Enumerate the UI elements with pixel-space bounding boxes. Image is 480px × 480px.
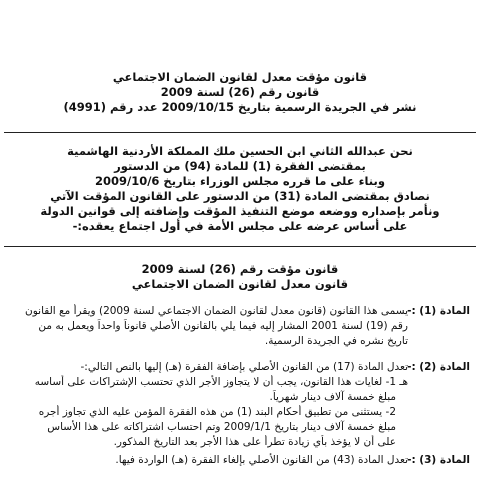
article-2 xyxy=(22,360,470,450)
divider-bottom xyxy=(4,246,476,247)
publication-note: نشر في الجريدة الرسمية بتاريخ 2009/10/15 عدد رقم (4991) xyxy=(63,100,417,114)
article-line: يسمى هذا القانون (قانون معدل لقانون الضمان الاجتماعي لسنة 2009) ويقرأ مع القانون xyxy=(25,305,408,317)
law-heading-line-1: قانون مؤقت رقم (26) لسنة 2009 xyxy=(141,262,339,276)
article-body xyxy=(22,453,408,468)
article-line: تاريخ نشره في الجريدة الرسمية. xyxy=(264,335,408,347)
article-line: مبلغ خمسة آلاف دينار شهرياً. xyxy=(269,391,396,403)
article-label: المادة (3) :- xyxy=(407,454,470,466)
article-line: هـ 1- لغايات هذا القانون، يجب أن لا يتجاوز الأجر الذي تحتسب الإشتراكات على أساسه xyxy=(34,376,408,388)
article-line: مبلغ خمسة آلاف دينار بتاريخ 2009/1/1 وتم احتساب اشتراكاته على هذا الأساس xyxy=(47,421,396,433)
article-line: رقم (19) لسنة 2001 المشار إليه فيما يلي بالقانون الأصلي قانوناً واحداً ويعمل به من xyxy=(38,320,408,332)
article-line: 2- يستثنى من تطبيق أحكام البند (1) من هذه الفقرة المؤمن عليه الذي تجاوز أجره xyxy=(38,406,396,418)
article-3 xyxy=(22,453,470,468)
article-line: على أن لا يؤخذ بأي زيادة تطرأ على هذا الأجر بعد التاريخ المذكور. xyxy=(113,436,396,448)
preamble-line-1: نحن عبدالله الثاني ابن الحسين ملك المملكة الأردنية الهاشمية xyxy=(67,144,413,158)
preamble-line-6: على أساس عرضه على مجلس الأمة في أول اجتماع يعقده:- xyxy=(72,219,408,233)
law-number: قانون رقم (26) لسنة 2009 xyxy=(160,85,320,99)
document-title: قانون مؤقت معدل لقانون الضمان الاجتماعي xyxy=(112,70,368,84)
preamble-line-3: وبناء على ما قرره مجلس الوزراء بتاريخ 2009/10/6 xyxy=(95,174,385,188)
law-heading-line-2: قانون معدل لقانون الضمان الاجتماعي xyxy=(131,277,349,291)
preamble-line-4: نصادق بمقتضى المادة (31) من الدستور على القانون المؤقت الآتي xyxy=(50,189,430,203)
article-1 xyxy=(22,304,470,349)
preamble-line-2: بمقتضى الفقرة (1) للمادة (94) من الدستور xyxy=(114,159,366,173)
preamble-line-5: ونأمر بإصداره ووضعه موضع التنفيذ المؤقت وإضافته إلى قوانين الدولة xyxy=(40,204,440,218)
article-body xyxy=(22,360,408,450)
article-body xyxy=(22,304,408,349)
article-label: المادة (2) :- xyxy=(407,361,470,373)
article-label: المادة (1) :- xyxy=(407,305,470,317)
divider-top xyxy=(4,132,476,133)
article-line: تعدل المادة (43) من القانون الأصلي بإلغاء الفقرة (هـ) الواردة فيها. xyxy=(115,454,408,466)
article-line: تعدل المادة (17) من القانون الأصلي بإضافة الفقرة (هـ) إليها بالنص التالي:- xyxy=(80,361,408,373)
